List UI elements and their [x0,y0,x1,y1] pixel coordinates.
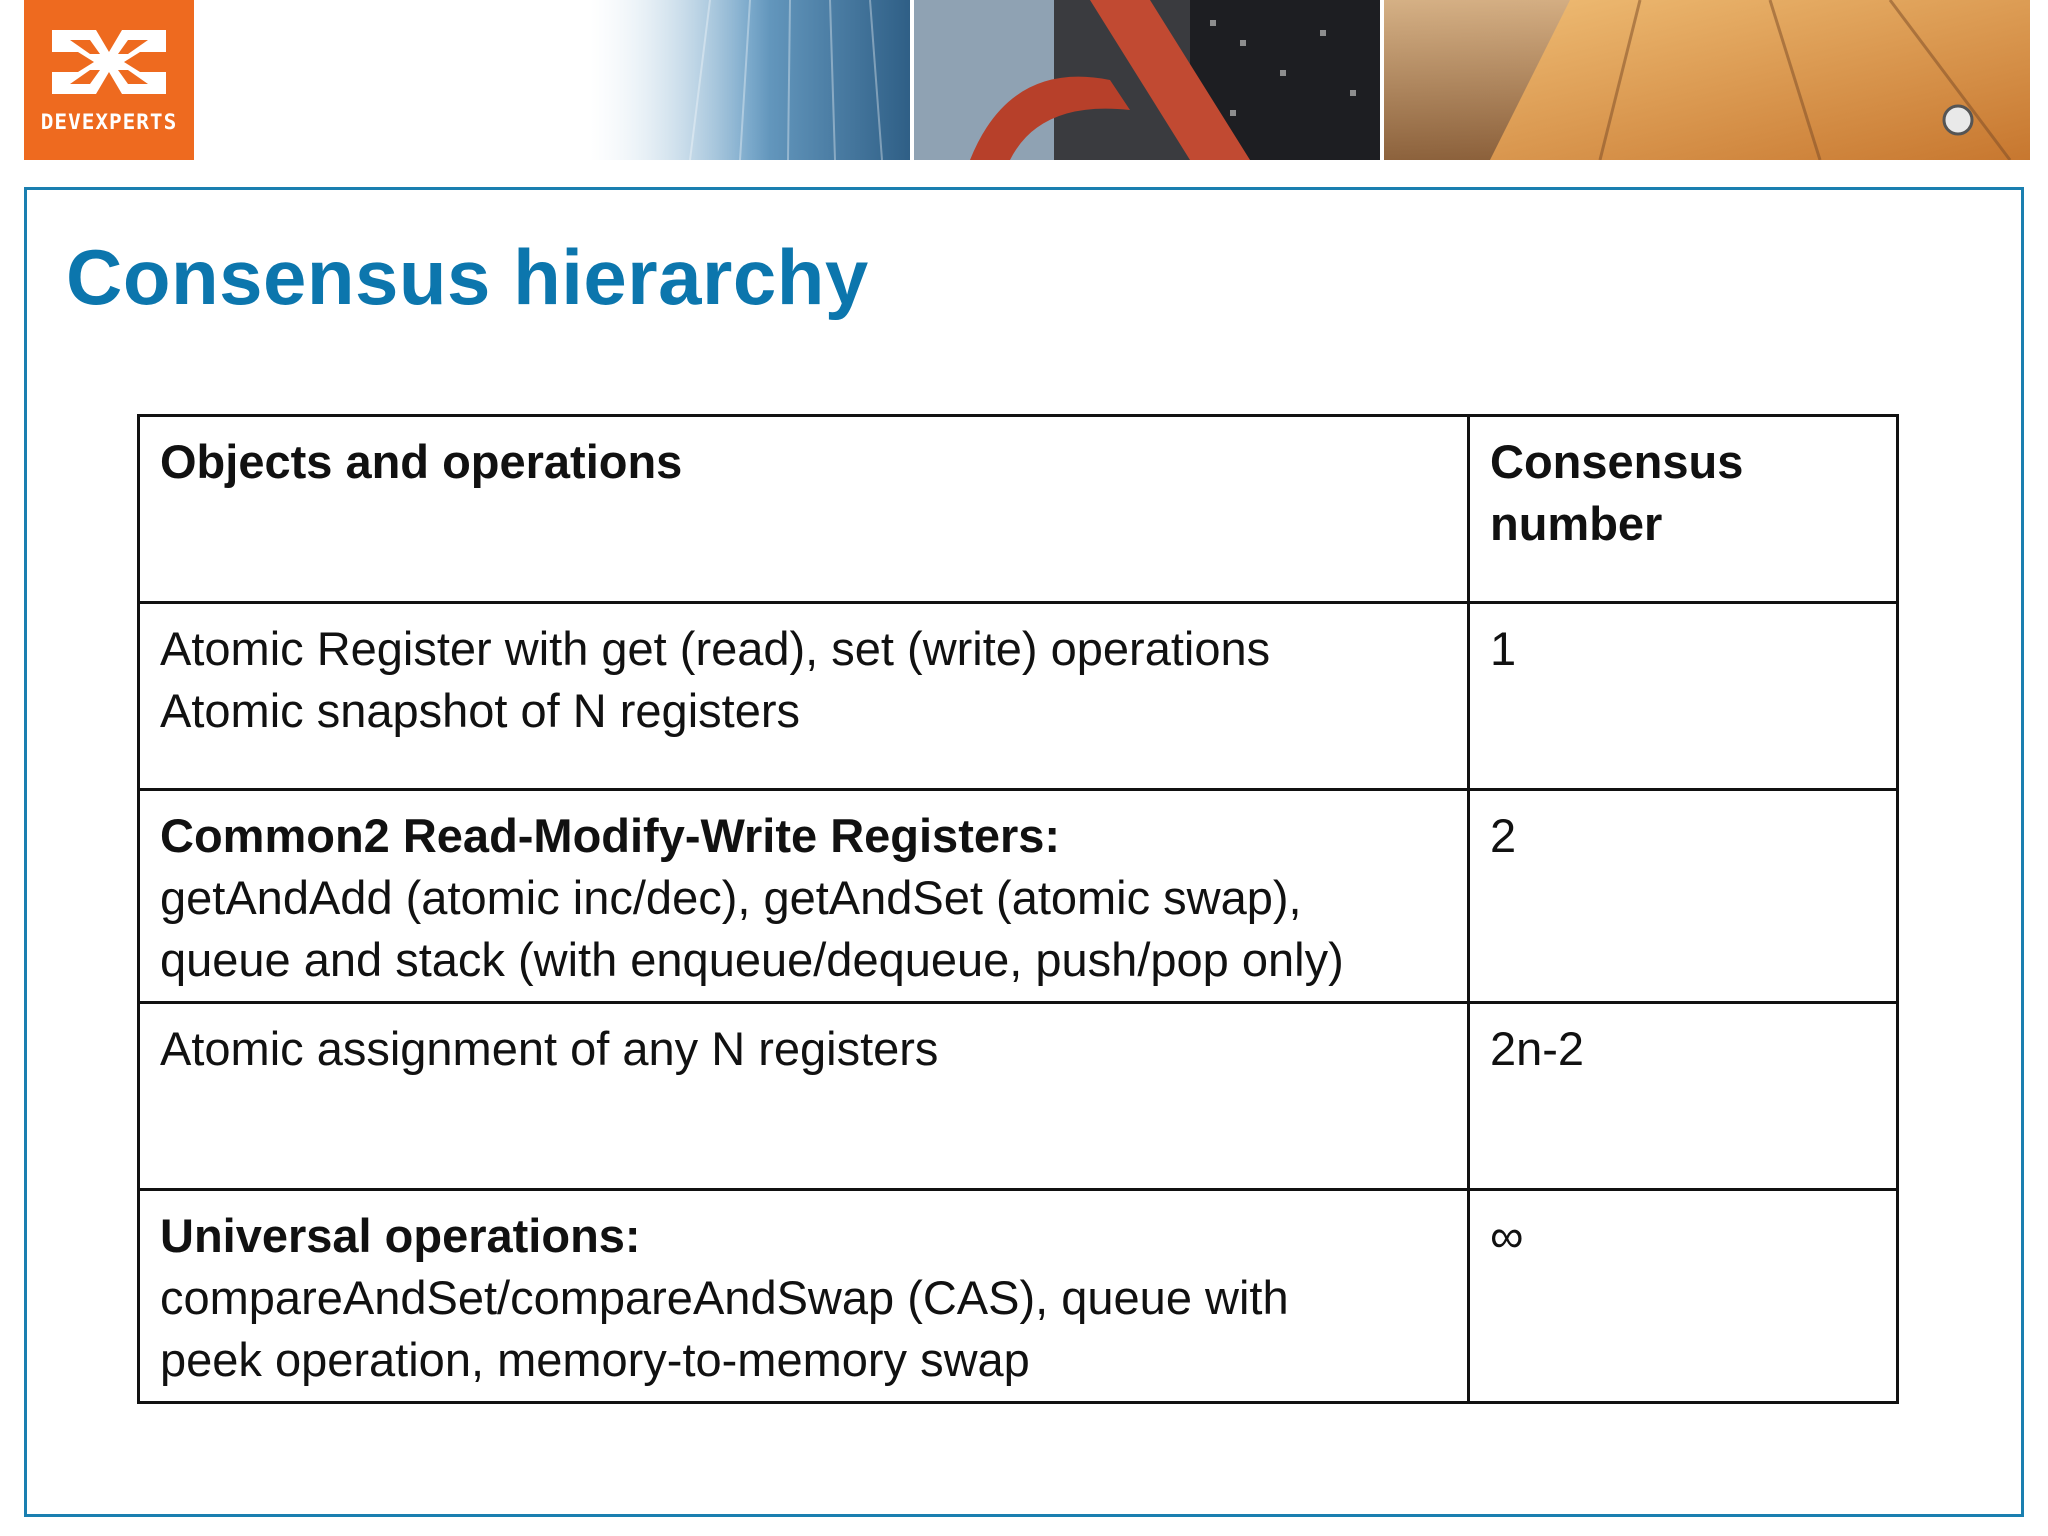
cell-line: compareAndSet/compareAndSwap (CAS), queue with [160,1271,1289,1324]
table-row [139,1003,1898,1190]
cell-line: peek operation, memory-to-memory swap [160,1333,1030,1386]
page-title: Consensus hierarchy [66,233,869,321]
table-header-row [139,416,1898,603]
operations-cell [139,1190,1469,1403]
column-header-operations: Objects and operations [139,416,1469,603]
cell-line: getAndAdd (atomic inc/dec), getAndSet (atomic swap), [160,871,1302,924]
cell-line: Atomic Register with get (read), set (write) operations [160,622,1271,675]
table-row [139,1190,1898,1403]
consensus-number-cell: 1 [1469,603,1898,790]
column-header-consensus: Consensus number [1469,416,1898,603]
cell-line: queue and stack (with enqueue/dequeue, push/pop only) [160,933,1344,986]
cell-heading: Universal operations: [160,1209,641,1262]
operations-cell [139,1003,1469,1190]
consensus-number-cell: 2 [1469,790,1898,1003]
devexperts-logo [24,0,194,160]
header-banner-image [590,0,2030,160]
banner-fade [590,0,770,160]
logo-mark-icon [44,22,174,102]
cell-heading: Common2 Read-Modify-Write Registers: [160,809,1061,862]
table-row [139,603,1898,790]
cell-line: Atomic assignment of any N registers [160,1022,939,1075]
consensus-number-cell: ∞ [1469,1190,1898,1403]
table-row [139,790,1898,1003]
logo-text: DEVEXPERTS [40,110,178,134]
operations-cell [139,790,1469,1003]
consensus-number-cell: 2n-2 [1469,1003,1898,1190]
operations-cell [139,603,1469,790]
consensus-table [137,414,1899,1404]
cell-line: Atomic snapshot of N registers [160,684,800,737]
